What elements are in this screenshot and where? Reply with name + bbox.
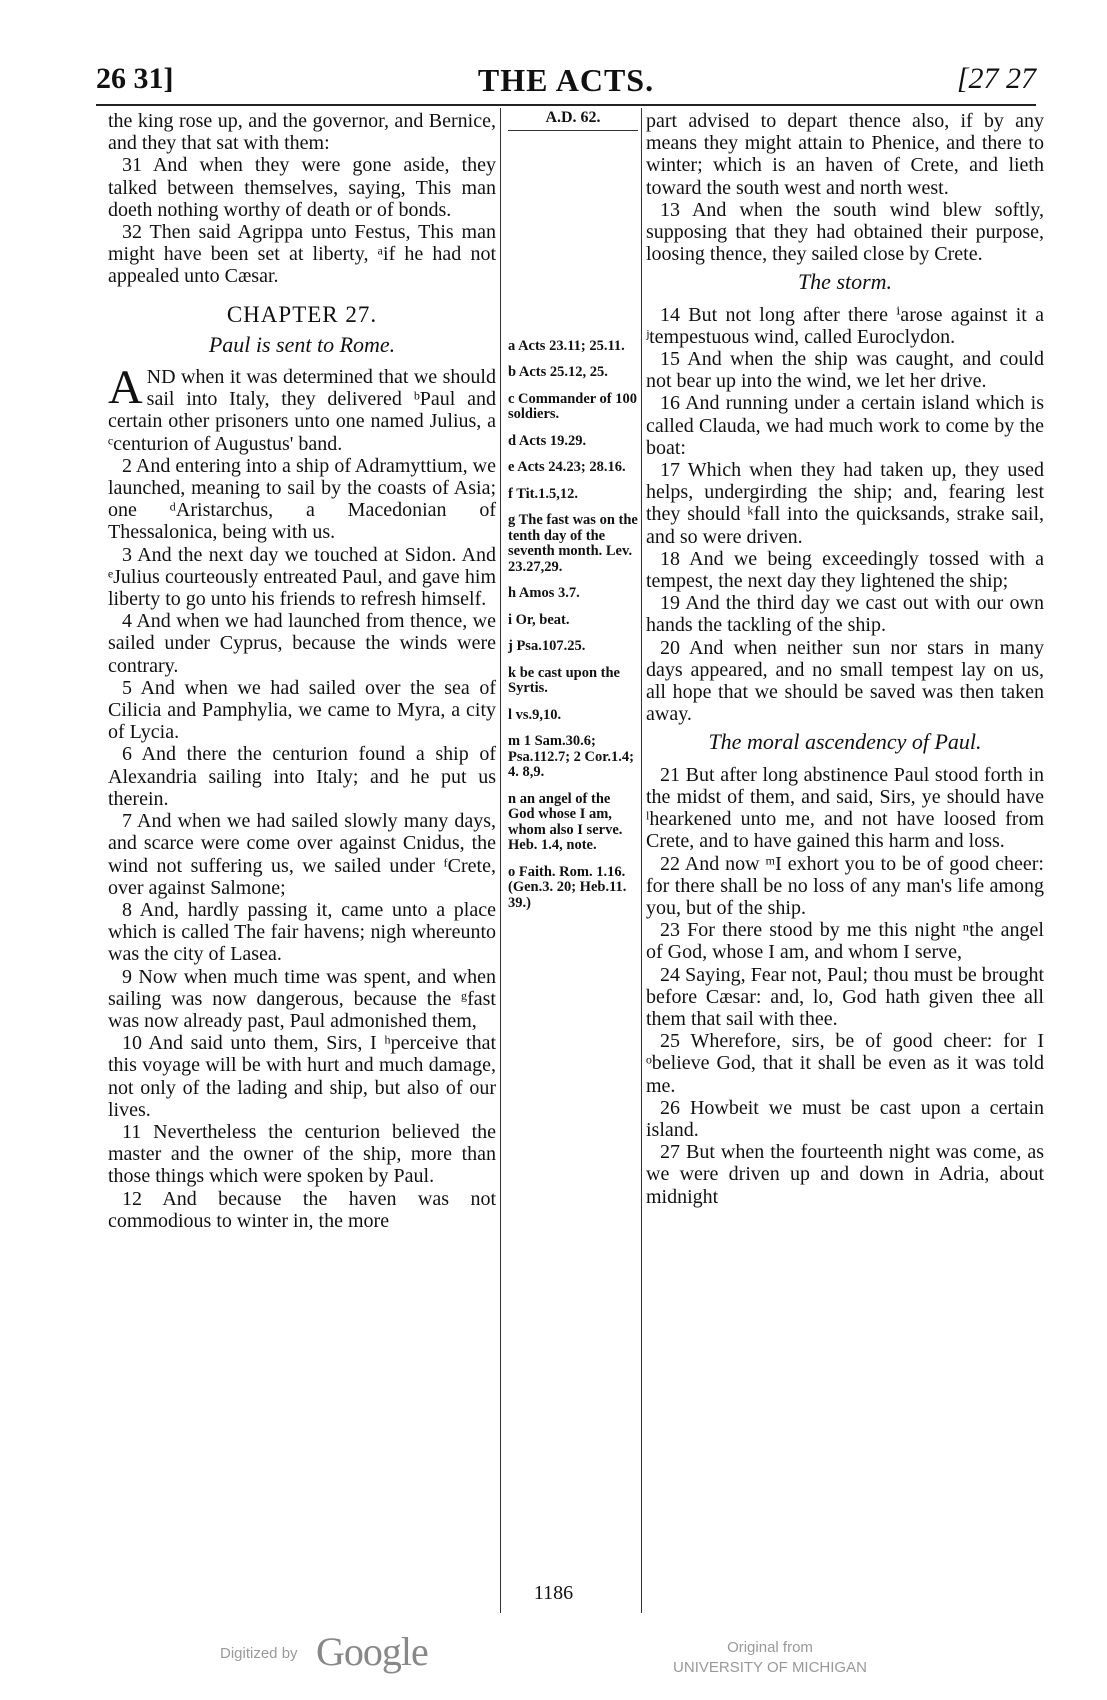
verse: 16 And running under a certain island which is called Clauda, we had much work to come by the boat: xyxy=(646,392,1044,459)
verse: 2 And entering into a ship of Adramyttium, we launched, meaning to sail by the coasts of Asia; one ᵈAristarchus, a Macedonian of Thessalonica, being with us. xyxy=(108,454,496,544)
verse: 15 And when the ship was caught, and could not bear up into the wind, we let her drive. xyxy=(646,348,1044,393)
margin-note: h Amos 3.7. xyxy=(508,585,580,601)
margin-note: b Acts 25.12, 25. xyxy=(508,364,608,380)
original-from-text: Original from xyxy=(727,1639,813,1656)
verse: 10 And said unto them, Sirs, I ʰperceive that this voyage will be with hurt and much damage, not only of the lading and ship, but also of our lives. xyxy=(108,1032,496,1121)
margin-note: n an angel of the God whose I am, whom also I serve. Heb. 1.4, note. xyxy=(508,790,623,853)
verse: 19 And the third day we cast out with our own hands the tackling of the ship. xyxy=(646,592,1044,637)
margin-note: c Commander of 100 soldiers. xyxy=(508,390,638,422)
drop-cap: A xyxy=(108,361,143,415)
verse: 21 But after long abstinence Paul stood forth in the midst of them, and said, Sirs, ye should have ˡhearkened unto me, and not have loosed from Crete, and to have gained this harm and loss. xyxy=(646,763,1044,853)
verse: 9 Now when much time was spent, and when sailing was now dangerous, because the ᵍfast was now already past, Paul admonished them, xyxy=(108,965,496,1032)
verse: 23 For there stood by me this night ⁿthe angel of God, whose I am, and whom I serve, xyxy=(646,919,1044,964)
page-number: 1186 xyxy=(533,1582,574,1604)
verse: 17 Which when they had taken up, they used helps, undergirding the ship; and, fearing lest they should ᵏfall into the quicksands, strake sail, and so were driven. xyxy=(646,459,1044,548)
margin-note: g The fast was on the tenth day of the seventh month. Lev. 23.27,29. xyxy=(508,512,638,575)
header-verse-range-left: 26 31] xyxy=(96,62,174,95)
verse: 5 And when we had sailed over the sea of Cilicia and Pamphylia, we came to Myra, a city of Lycia. xyxy=(108,676,496,744)
verse: 11 Nevertheless the centurion believed the master and the owner of the ship, more than those things which were spoken by Paul. xyxy=(108,1120,496,1188)
margin-note: m 1 Sam.30.6; Psa.112.7; 2 Cor.1.4; 4. 8,9. xyxy=(508,733,634,780)
verse: 26 Howbeit we must be cast upon a certain island. xyxy=(646,1096,1044,1141)
column-divider-left xyxy=(500,108,501,1613)
right-text-column xyxy=(646,110,1044,1610)
verse: 24 Saying, Fear not, Paul; thou must be brought before Cæsar: and, lo, God hath given thee all them that sail with thee. xyxy=(646,963,1044,1030)
verse: 14 But not long after there ⁱarose against it a ʲtempestuous wind, called Euroclydon. xyxy=(646,303,1044,348)
margin-note: a Acts 23.11; 25.11. xyxy=(508,337,625,354)
verse: 25 Wherefore, sirs, be of good cheer: for I ᵒbelieve God, that it shall be even as it was told me. xyxy=(646,1030,1044,1097)
margin-note: j Psa.107.25. xyxy=(508,638,586,654)
running-header xyxy=(96,62,1036,102)
verse: 3 And the next day we touched at Sidon. And ᵉJulius courteously entreated Paul, and gave him liberty to go unto his friends to refresh himself. xyxy=(108,543,496,611)
university-name: UNIVERSITY OF MICHIGAN xyxy=(673,1659,867,1676)
digitized-by-label: Digitized by xyxy=(220,1645,298,1662)
original-from-label xyxy=(660,1638,880,1678)
margin-note: o Faith. Rom. 1.16. (Gen.3. 20; Heb.11. 39.) xyxy=(508,863,627,911)
verse: 20 And when neither sun nor stars in many days appeared, and no small tempest lay on us, all hope that we should be saved was then taken away. xyxy=(646,636,1044,726)
margin-note: e Acts 24.23; 28.16. xyxy=(508,459,626,475)
header-rule xyxy=(96,104,1036,106)
margin-note: i Or, beat. xyxy=(508,611,570,628)
continued-text: part advised to depart thence also, if by any means they might attain to Phenice, and there to winter; which is an haven of Crete, and lieth toward the south west and north west. xyxy=(646,110,1044,199)
google-logo: Google xyxy=(316,1629,428,1674)
section-heading: The storm. xyxy=(797,269,893,295)
verse: 6 And there the centurion found a ship of Alexandria sailing into Italy; and he put us therein. xyxy=(108,743,496,810)
continued-text: the king rose up, and the governor, and Bernice, and they that sat with them: xyxy=(108,110,496,155)
verse: 12 And because the haven was not commodious to winter in, the more xyxy=(108,1187,496,1232)
margin-note: k be cast upon the Syrtis. xyxy=(508,664,620,696)
margin-note: f Tit.1.5,12. xyxy=(508,485,578,502)
verse: 4 And when we had launched from thence, we sailed under Cyprus, because the winds were contrary. xyxy=(108,610,496,677)
left-text-column xyxy=(108,110,496,1610)
header-verse-range-right: [27 27 xyxy=(956,62,1036,95)
chapter-heading: CHAPTER 27. xyxy=(226,301,378,327)
verse: 8 And, hardly passing it, came unto a place which is called The fair havens; nigh whereunto was the city of Lasea. xyxy=(108,898,496,966)
verse: 7 And when we had sailed slowly many days, and scarce were come over against Cnidus, the wind not suffering us, we sailed under ᶠCrete, over against Salmone; xyxy=(108,810,496,899)
margin-note: l vs.9,10. xyxy=(508,706,562,723)
verse: 22 And now ᵐI exhort you to be of good cheer: for there shall be no loss of any man's life among you, but of the ship. xyxy=(646,852,1044,919)
reference-margin xyxy=(508,110,638,922)
verse: 32 Then said Agrippa unto Festus, This man might have been set at liberty, ᵃif he had not appealed unto Cæsar. xyxy=(108,221,496,288)
section-heading: Paul is sent to Rome. xyxy=(208,331,396,357)
margin-date: A.D. 62. xyxy=(508,110,638,131)
section-heading: The moral ascendency of Paul. xyxy=(708,729,982,755)
verse-1 xyxy=(108,361,496,455)
margin-notes-list xyxy=(508,339,638,912)
header-book-title: THE ACTS. xyxy=(477,62,655,98)
verse-text: ND when it was determined that we should sail into Italy, they delivered ᵇPaul and certain other prisoners unto one named Julius, a ᶜcenturion of Augustus' band. xyxy=(108,366,496,455)
column-divider-right xyxy=(641,108,642,1613)
margin-note: d Acts 19.29. xyxy=(508,432,587,449)
verse: 31 And when they were gone aside, they talked between themselves, saying, This man doeth nothing worthy of death or of bonds. xyxy=(108,154,496,221)
verse: 13 And when the south wind blew softly, supposing that they had obtained their purpose, loosing thence, they sailed close by Crete. xyxy=(646,198,1044,266)
verse: 27 But when the fourteenth night was come, as we were driven up and down in Adria, about midnight xyxy=(646,1141,1044,1208)
verse: 18 And we being exceedingly tossed with a tempest, the next day they lightened the ship; xyxy=(646,547,1044,593)
